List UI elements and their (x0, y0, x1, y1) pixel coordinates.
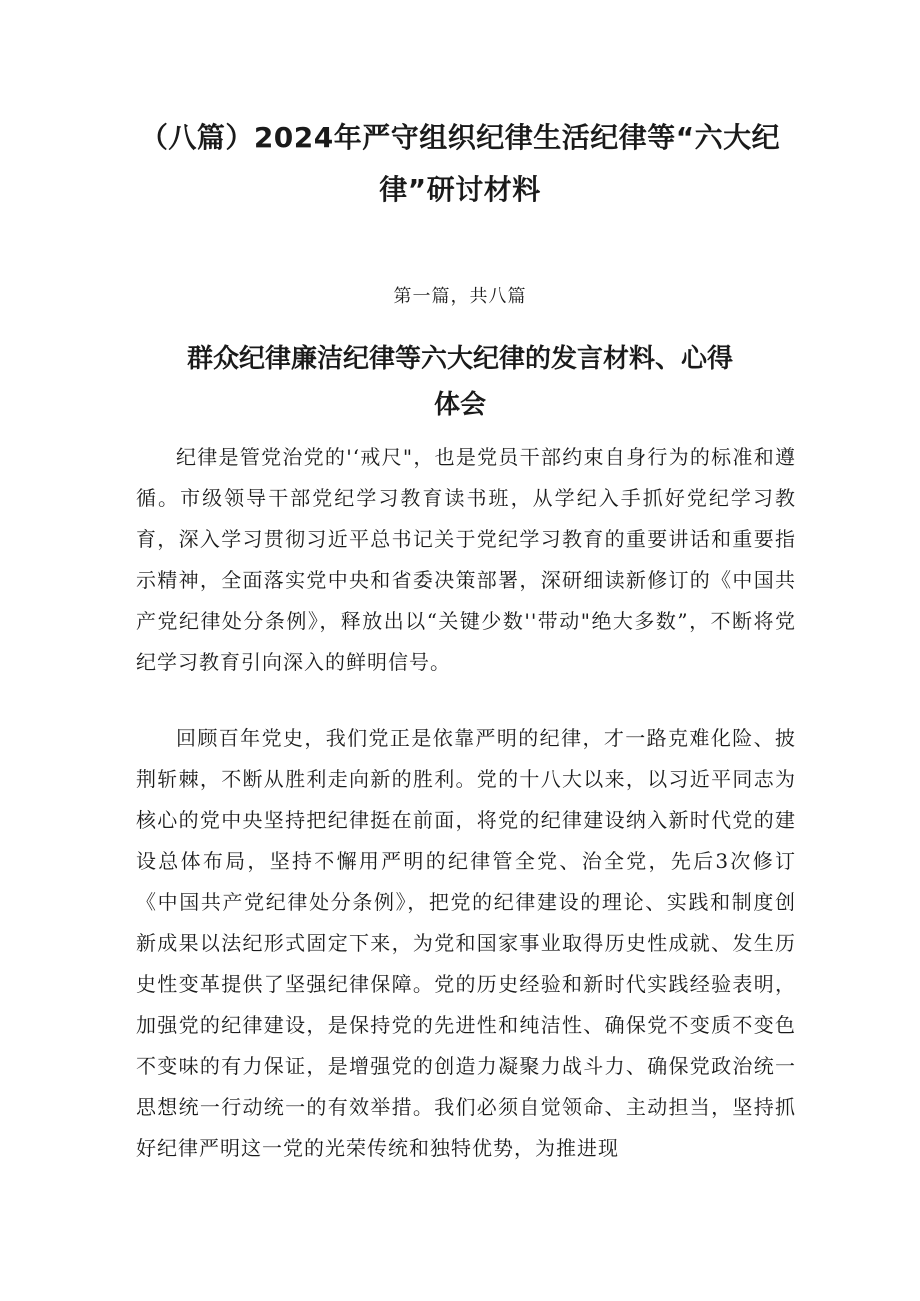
body-paragraph-2: 回顾百年党史，我们党正是依靠严明的纪律，才一路克难化险、披荆斩棘，不断从胜利走向新的胜利。党的十八大以来，以习近平同志为核心的党中央坚持把纪律挺在前面，将党的纪律建设纳入新时代党的建设总体布局，坚持不懈用严明的纪律管全党、治全党，先后3次修订《中国共产党纪律处分条例》，把党的纪律建设的理论、实践和制度创新成果以法纪形式固定下来，为党和国家事业取得历史性成就、发生历史性变革提供了坚强纪律保障。党的历史经验和新时代实践经验表明，加强党的纪律建设，是保持党的先进性和纯洁性、确保党不变质不变色不变味的有力保证，是增强党的创造力凝聚力战斗力、确保党政治统一思想统一行动统一的有效举措。我们必须自觉领命、主动担当，坚持抓好纪律严明这一党的光荣传统和独特优势，为推进现 (136, 726, 796, 1160)
document-title: （八篇）2024年严守组织纪律生活纪律等“六大纪律”研讨材料 (139, 121, 781, 206)
section-label: 第一篇，共八篇 (393, 286, 527, 307)
body-paragraph-1: 纪律是管党治党的'‘戒尺"，也是党员干部约束自身行为的标准和遵循。市级领导干部党纪学习教育读书班，从学纪入手抓好党纪学习教育，深入学习贯彻习近平总书记关于党纪学习教育的重要讲话和重要指示精神，全面落实党中央和省委决策部署，深研细读新修订的《中国共产党纪律处分条例》，释放出以“关键少数''带动"绝大多数”，不断将党纪学习教育引向深入的鲜明信号。 (136, 445, 796, 674)
section-title: 群众纪律廉洁纪律等六大纪律的发言材料、心得体会 (186, 344, 733, 420)
